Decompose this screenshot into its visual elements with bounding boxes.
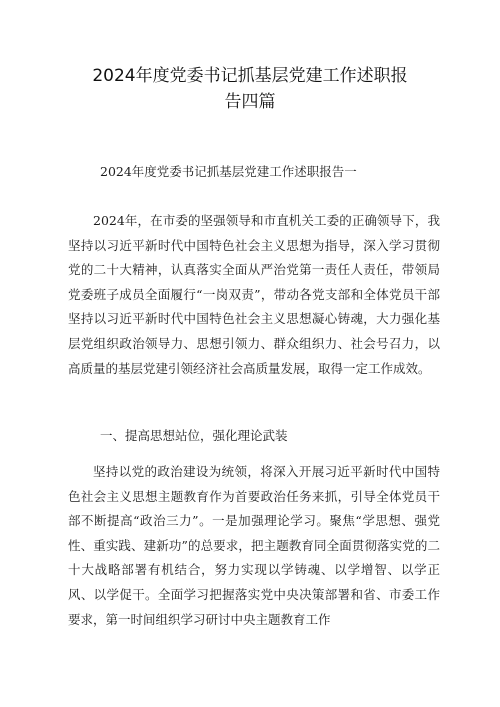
- section-heading-1: 一、提高思想站位，强化理论武装: [100, 428, 288, 443]
- document-title: [60, 63, 440, 115]
- title-line-2: 告四篇: [224, 92, 276, 112]
- paragraph-intro: 2024年，在市委的坚强领导和市直机关工委的正确领导下，我坚持以习近平新时代中国特色社会主义思想为指导，深入学习贯彻党的二十大精神，认真落实全面从严治党第一责任人责任，带领局党委班子成员全面履行“一岗双责”，带动各党支部和全体党员干部坚持以习近平新时代中国特色社会主义思想凝心铸魂，大力强化基层党组织政治领导力、思想引领力、群众组织力、社会号召力，以高质量的基层党建引领经济社会高质量发展，取得一定工作成效。: [68, 213, 440, 376]
- paragraph-section-1: 坚持以党的政治建设为统领，将深入开展习近平新时代中国特色社会主义思想主题教育作为首要政治任务来抓，引导全体党员干部不断提高“政治三力”。一是加强理论学习。聚焦“学思想、强党性、重实践、建新功”的总要求，把主题教育同全面贯彻落实党的二十大战略部署有机结合，努力实现以学铸魂、以学增智、以学正风、以学促干。全面学习把握落实党中央决策部署和省、市委工作要求，第一时间组织学习研讨中央主题教育工作: [68, 464, 440, 627]
- document-subtitle: 2024年度党委书记抓基层党建工作述职报告一: [100, 164, 357, 179]
- title-line-1: 2024年度党委书记抓基层党建工作述职报: [92, 66, 408, 86]
